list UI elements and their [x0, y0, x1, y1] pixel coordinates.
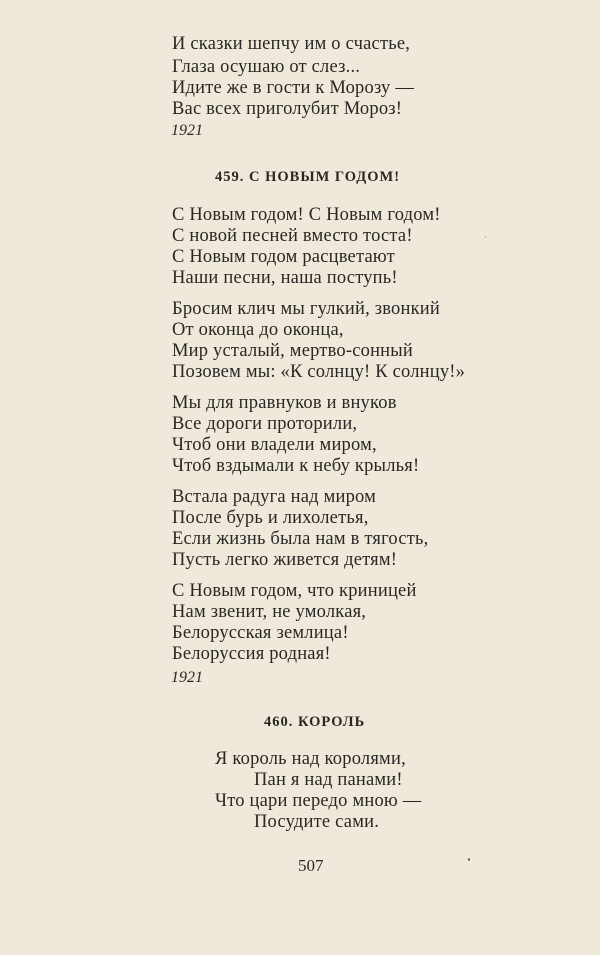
paper-speck — [468, 858, 470, 861]
poem-459-line: После бурь и лихолетья, — [172, 508, 369, 528]
poem-459-line: С Новым годом, что криницей — [172, 581, 417, 601]
paper-speck — [485, 236, 486, 238]
poem-459-line: Белоруссия родная! — [172, 644, 331, 664]
poem-459-title: 459. С НОВЫМ ГОДОМ! — [215, 169, 401, 185]
page-number: 507 — [298, 856, 324, 875]
continuation-line-2: Глаза осушаю от слез... — [172, 57, 361, 77]
continuation-line-4: Вас всех приголубит Мороз! — [172, 99, 403, 119]
continuation-line-1: И сказки шепчу им о счастье, — [172, 34, 411, 54]
poem-459-line: Наши песни, наша поступь! — [172, 268, 398, 288]
poem-459-line: С Новым годом! С Новым годом! — [172, 205, 441, 225]
poem-460-title: 460. КОРОЛЬ — [264, 714, 366, 730]
poem-459-line: Мир усталый, мертво-сонный — [172, 341, 414, 361]
poem-459-line: Все дороги проторили, — [172, 414, 358, 434]
poem-459-line: С новой песней вместо тоста! — [172, 226, 413, 246]
poem-460-line: Что цари передо мною — — [215, 791, 422, 811]
poem-459-line: С Новым годом расцветают — [172, 247, 395, 267]
poem-460-line: Пан я над панами! — [254, 770, 403, 790]
continuation-line-3: Идите же в гости к Морозу — — [172, 78, 415, 98]
poem-459-line: Нам звенит, не умолкая, — [172, 602, 367, 622]
continuation-year: 1921 — [171, 122, 203, 139]
poem-459-line: Бросим клич мы гулкий, звонкий — [172, 299, 440, 319]
poem-459-line: Чтоб вздымали к небу крылья! — [172, 456, 420, 476]
poem-460-line: Посудите сами. — [254, 812, 380, 832]
poem-459-line: Встала радуга над миром — [172, 487, 377, 507]
poem-459-line: Чтоб они владели миром, — [172, 435, 377, 455]
poem-459-line: Позовем мы: «К солнцу! К солнцу!» — [172, 362, 466, 382]
poem-459-line: От оконца до оконца, — [172, 320, 344, 340]
poem-460-line: Я король над королями, — [215, 749, 406, 769]
poem-459-line: Мы для правнуков и внуков — [172, 393, 397, 413]
poem-459-line: Если жизнь была нам в тягость, — [172, 529, 429, 549]
poem-459-year: 1921 — [171, 669, 203, 686]
poem-459-line: Пусть легко живется детям! — [172, 550, 398, 570]
poem-459-line: Белорусская землица! — [172, 623, 349, 643]
